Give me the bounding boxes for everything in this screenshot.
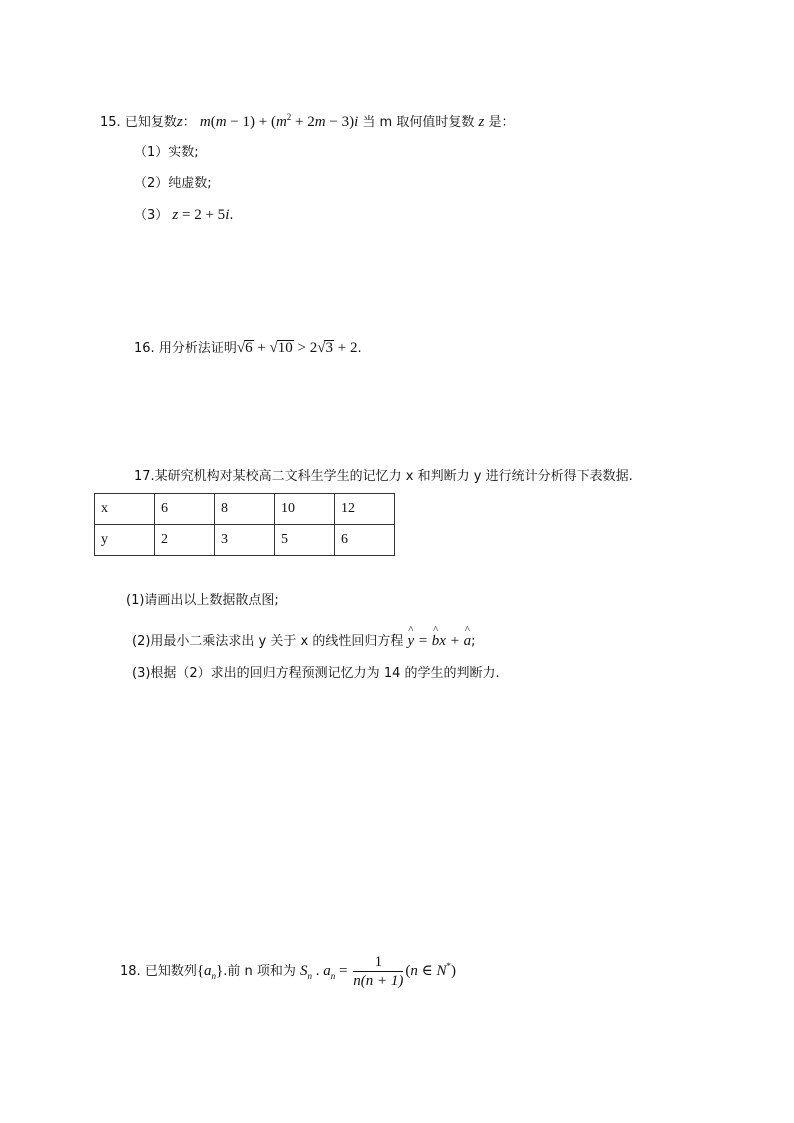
table-cell: 6: [155, 494, 215, 525]
q18-numerator: 1: [353, 953, 403, 972]
q18-number: 18.: [120, 964, 141, 979]
table-cell: y: [95, 525, 155, 556]
q15-item-3-label: （3）: [134, 208, 169, 223]
q16-formula: √6 + √10 > 2√3 + 2: [236, 340, 358, 356]
q18-stem: [120, 946, 456, 996]
q16-text: 用分析法证明: [158, 341, 237, 356]
table-row: [95, 494, 395, 525]
table-cell: 6: [335, 525, 395, 556]
q16-stem: [134, 338, 362, 359]
q15-number: 15.: [100, 115, 121, 130]
q15-colon: ：: [182, 115, 196, 130]
q15-item-2-label: （2）: [134, 176, 169, 191]
q15-item-2-text: 纯虚数;: [168, 176, 212, 191]
q18-seq: $\{a_n\}$: [196, 963, 224, 981]
q15-item-1-text: 实数;: [168, 145, 199, 160]
table-cell: 2: [155, 525, 215, 556]
q16-end: .: [357, 341, 362, 356]
q15-suffix: 当 m 取何值时复数: [362, 115, 475, 130]
q17-part-2-end: ;: [471, 634, 476, 649]
q17-part-1: (1)请画出以上数据散点图;: [126, 593, 279, 608]
table-cell: 12: [335, 494, 395, 525]
q16-number: 16.: [134, 341, 155, 356]
table-cell: 5: [275, 525, 335, 556]
q15-stem: [100, 107, 514, 133]
q15-var-z: z: [176, 114, 183, 130]
q15-item-2: [134, 174, 212, 194]
q15-formula: $m(m - 1) + (m^2 + 2m - 3)i$: [199, 112, 359, 130]
data-table: [94, 493, 395, 556]
q18-mid: .前 n 项和为: [223, 964, 296, 979]
q18-fraction: [353, 953, 403, 990]
q17-regression-formula: ^ y = ^ bx + ^ a: [407, 633, 471, 649]
q17-part-3: (3)根据（2）求出的回归方程预测记忆力为 14 的学生的判断力.: [132, 666, 500, 681]
q15-item-3-formula: z = 2 + 5i: [172, 207, 230, 223]
q18-denominator: n(n + 1): [353, 973, 404, 990]
q15-item-3-end: .: [229, 208, 234, 223]
table-cell: 10: [275, 494, 335, 525]
q18-text: 已知数列: [144, 964, 197, 979]
q15-item-1: [134, 143, 199, 163]
q15-var-z2: z: [478, 114, 485, 130]
q15-item-1-label: （1）: [134, 145, 169, 160]
q15-prefix: 已知复数: [124, 115, 177, 130]
q17-intro: 17.某研究机构对某校高二文科生学生的记忆力 x 和判断力 y 进行统计分析得下表数据.: [134, 469, 633, 484]
q17-part-2-text: (2)用最小二乘法求出 y 关于 x 的线性回归方程: [132, 634, 404, 649]
q15-item-3: [134, 205, 234, 226]
q15-suffix2: 是：: [488, 115, 515, 130]
table-cell: x: [95, 494, 155, 525]
table-row: [95, 525, 395, 556]
table-cell: 8: [215, 494, 275, 525]
q18-formula: $S_n$ . $a_n$ = $\frac{1}{n(n + 1)}$ (n ∈ N*): [300, 954, 456, 990]
table-cell: 3: [215, 525, 275, 556]
q17-part-2: [132, 631, 475, 652]
